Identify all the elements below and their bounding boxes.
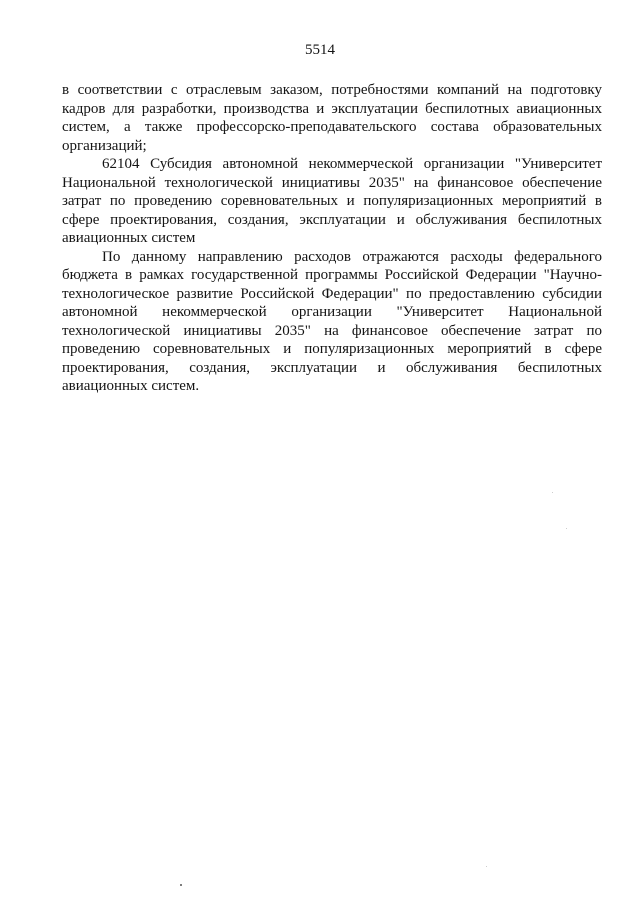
paragraph-subsidy-heading: 62104 Субсидия автономной некоммерческой организации "Университет Национальной технологической инициативы 2035" на финансовое обеспечение затрат по проведению соревновательных и популяризационных мероприятий в сфере проектирования, создания, эксплуатации и обслуживания беспилотных авиационных систем [62,156,602,246]
paragraph-continuation: в соответствии с отраслевым заказом, потребностями компаний на подготовку кадров для разработки, производства и эксплуатации беспилотных авиационных систем, а также профессорско-преподавательского состава образовательных организаций; [62,82,602,154]
page-number: 5514 [305,42,335,58]
scan-speck [180,884,182,886]
scan-speck [566,528,567,529]
scan-speck [552,492,553,493]
paragraph-expense-description: По данному направлению расходов отражаются расходы федерального бюджета в рамках государственной программы Российской Федерации "Научно-технологическое развитие Российской Федерации" по предоставлению субсидии автономной некоммерческой организации "Университет Национальной технологической инициативы 2035" на финансовое обеспечение затрат по проведению соревновательных и популяризационных мероприятий в сфере проектирования, создания, эксплуатации и обслуживания беспилотных авиационных систем. [62,248,602,394]
scan-speck [486,866,487,867]
document-body [62,81,602,396]
